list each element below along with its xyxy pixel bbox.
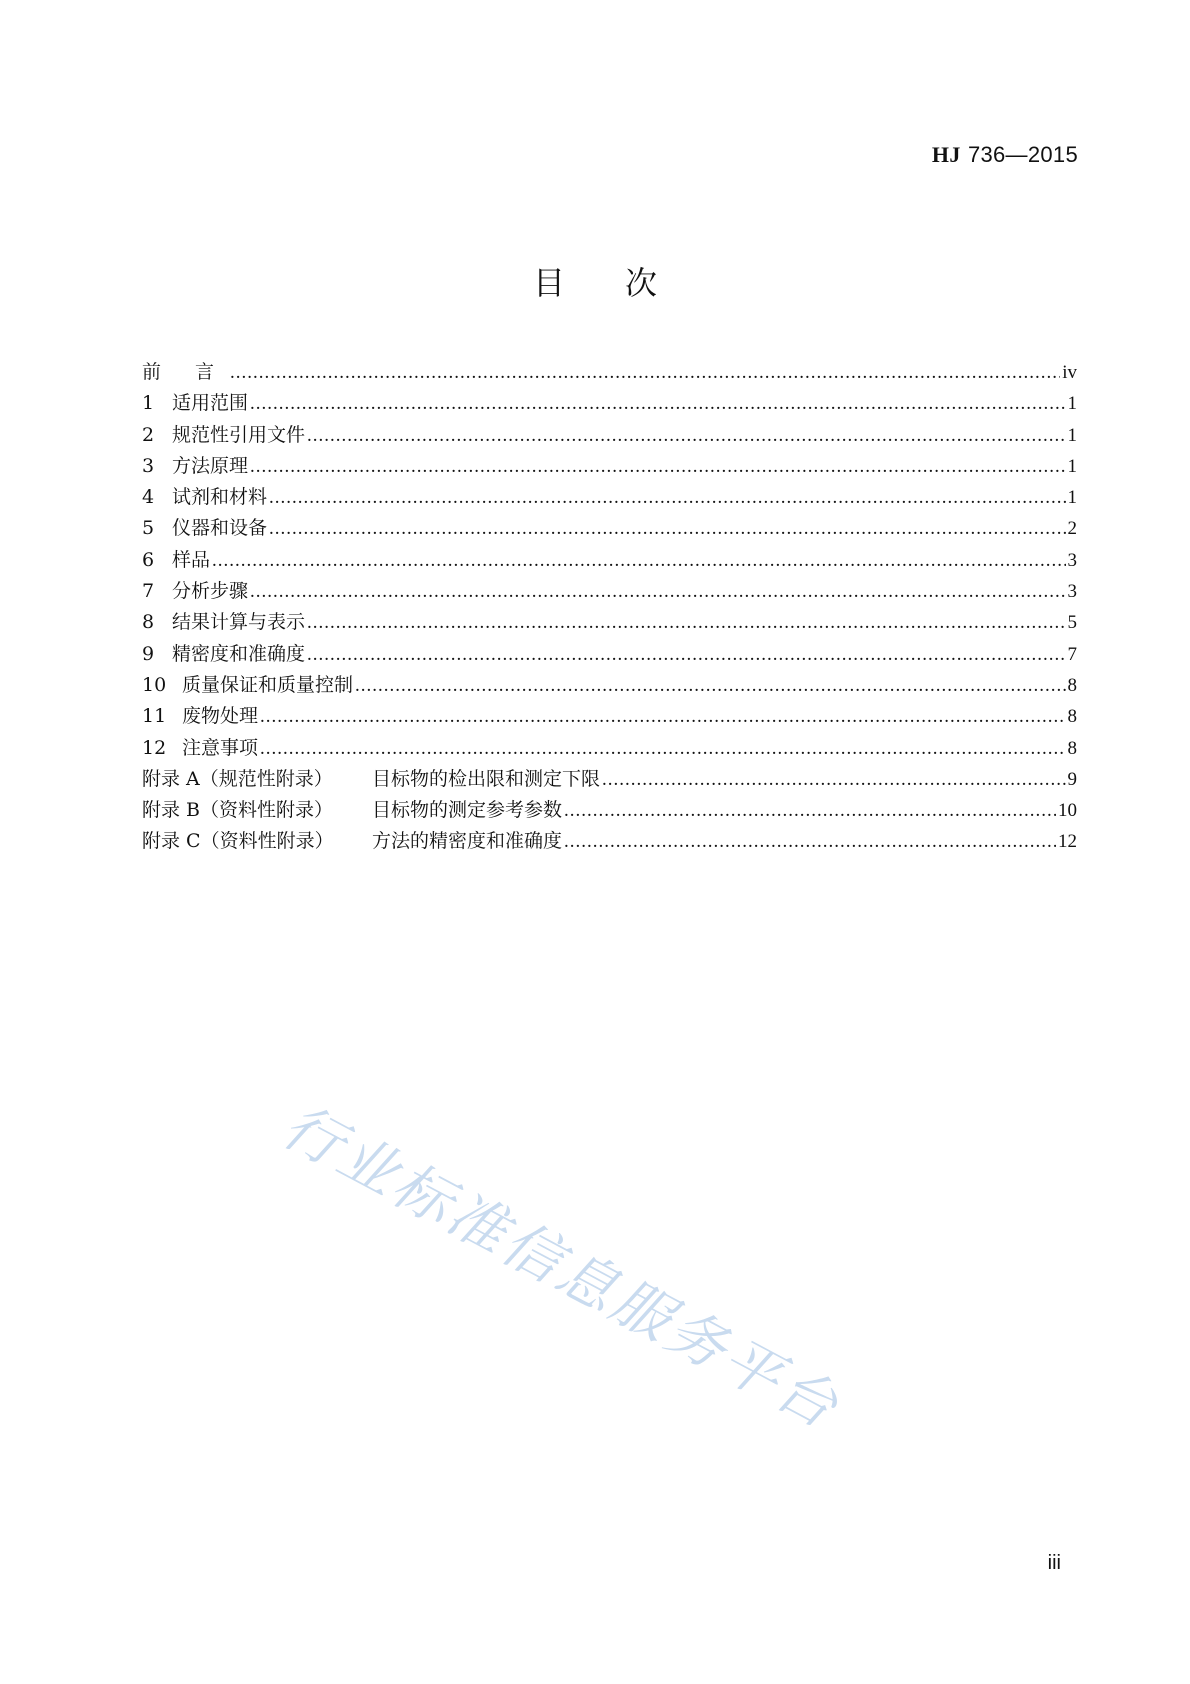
toc-entry-appendix-a[interactable]	[142, 764, 1077, 795]
toc-entry-label: 试剂和材料	[172, 486, 268, 509]
toc-entry-number: 4	[142, 486, 155, 509]
toc-entry-8[interactable]	[142, 607, 1077, 638]
toc-entry-label: 注意事项	[182, 736, 259, 759]
toc-leader-dots	[230, 362, 1060, 384]
toc-entry-number: 5	[142, 517, 155, 540]
toc-entry-page: 2	[1067, 518, 1077, 540]
toc-entry-5[interactable]	[142, 513, 1077, 544]
toc-entry-page: 1	[1067, 455, 1077, 477]
toc-leader-dots	[269, 487, 1065, 509]
toc-entry-6[interactable]	[142, 545, 1077, 576]
toc-leader-dots	[260, 738, 1065, 760]
toc-entry-number: 附录 C（资料性附录）	[142, 830, 334, 853]
toc-entry-7[interactable]	[142, 576, 1077, 607]
toc-entry-page: 8	[1067, 674, 1077, 696]
toc-leader-dots	[307, 612, 1065, 634]
table-of-contents	[142, 357, 1077, 858]
toc-entry-label: 废物处理	[182, 705, 259, 728]
toc-entry-label: 质量保证和质量控制	[182, 673, 354, 696]
toc-leader-dots	[269, 518, 1065, 540]
toc-entry-9[interactable]	[142, 639, 1077, 670]
toc-leader-dots	[212, 550, 1065, 572]
page-number: iii	[1047, 1552, 1061, 1574]
toc-leader-dots	[260, 706, 1065, 728]
toc-entry-12[interactable]	[142, 733, 1077, 764]
toc-leader-dots	[307, 425, 1065, 447]
toc-entry-number: 12	[142, 736, 167, 759]
toc-entry-appendix-c[interactable]	[142, 826, 1077, 857]
toc-entry-label: 精密度和准确度	[172, 642, 306, 665]
watermark: 行业标准信息服务平台	[271, 1091, 852, 1443]
toc-entry-page: 7	[1067, 643, 1077, 665]
toc-entry-page: 8	[1067, 737, 1077, 759]
toc-entry-4[interactable]	[142, 482, 1077, 513]
toc-entry-3[interactable]	[142, 451, 1077, 482]
toc-entry-label: 仪器和设备	[172, 517, 268, 540]
toc-entry-page: 10	[1058, 800, 1077, 822]
toc-entry-label: 规范性引用文件	[172, 423, 306, 446]
toc-entry-number: 附录 B（资料性附录）	[142, 799, 334, 822]
toc-entry-number: 9	[142, 642, 155, 665]
toc-entry-page: 3	[1067, 549, 1077, 571]
toc-entry-page: 12	[1058, 831, 1077, 853]
toc-entry-label: 目标物的测定参考参数	[372, 799, 563, 822]
toc-entry-page: 5	[1067, 612, 1077, 634]
toc-entry-1[interactable]	[142, 388, 1077, 419]
toc-entry-10[interactable]	[142, 670, 1077, 701]
toc-entry-page: 8	[1067, 706, 1077, 728]
toc-entry-label: 目标物的检出限和测定下限	[372, 767, 601, 790]
standard-code	[932, 142, 1078, 168]
toc-leader-dots	[355, 675, 1065, 697]
toc-entry-label: 方法原理	[172, 454, 249, 477]
toc-leader-dots	[250, 456, 1065, 478]
standard-prefix: HJ	[931, 142, 961, 167]
toc-entry-label: 结果计算与表示	[172, 611, 306, 634]
toc-entry-number: 11	[142, 705, 167, 728]
toc-entry-number: 8	[142, 611, 155, 634]
toc-leader-dots	[250, 581, 1065, 603]
toc-entry-appendix-b[interactable]	[142, 795, 1077, 826]
toc-entry-label: 分析步骤	[172, 580, 249, 603]
toc-entry-number: 附录 A（规范性附录）	[142, 767, 333, 790]
toc-entry-page: 3	[1067, 581, 1077, 603]
toc-leader-dots	[564, 831, 1056, 853]
toc-leader-dots	[250, 393, 1065, 415]
toc-entry-2[interactable]	[142, 420, 1077, 451]
toc-entry-number: 1	[142, 392, 155, 415]
toc-entry-preface[interactable]	[142, 357, 1077, 388]
toc-entry-number: 前 言	[142, 361, 229, 383]
toc-entry-number: 10	[142, 673, 167, 696]
toc-entry-label: 样品	[172, 548, 211, 571]
toc-entry-number: 2	[142, 423, 155, 446]
toc-entry-number: 6	[142, 548, 155, 571]
page-title: 目次	[532, 264, 717, 302]
toc-entry-page: 1	[1067, 393, 1077, 415]
toc-entry-11[interactable]	[142, 701, 1077, 732]
toc-entry-label: 适用范围	[172, 392, 249, 415]
toc-entry-page: 1	[1067, 424, 1077, 446]
toc-entry-number: 7	[142, 580, 155, 603]
toc-entry-page: 9	[1067, 768, 1077, 790]
toc-leader-dots	[602, 769, 1065, 791]
toc-leader-dots	[307, 644, 1065, 666]
toc-leader-dots	[564, 800, 1056, 822]
toc-entry-label: 方法的精密度和准确度	[372, 830, 563, 853]
toc-entry-number: 3	[142, 454, 155, 477]
standard-number: 736—2015	[967, 142, 1078, 167]
toc-entry-page: 1	[1067, 487, 1077, 509]
toc-entry-page: iv	[1062, 362, 1077, 383]
